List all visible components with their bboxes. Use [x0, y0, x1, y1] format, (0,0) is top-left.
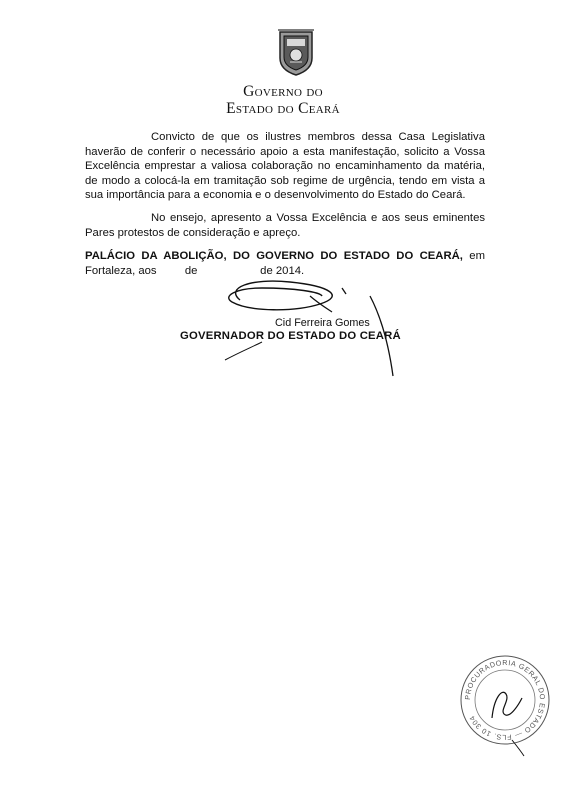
- state-title: ESTADO DO CEARÁ: [226, 100, 340, 117]
- signatory-title: GOVERNADOR DO ESTADO DO CEARÁ: [180, 330, 401, 342]
- signatory-name: Cid Ferreira Gomes: [275, 317, 370, 329]
- government-title: GOVERNO DO: [243, 83, 323, 100]
- paragraph-place-date: PALÁCIO DA ABOLIÇÃO, DO GOVERNO DO ESTADO DO CEARÁ, em Fortaleza, aos de de 2014.: [85, 250, 489, 277]
- paragraph-closing-courtesy: No ensejo, apresento a Vossa Excelência e aos seus eminentes Pares protestos de consideração e apreço.: [85, 212, 485, 239]
- paragraph-support-request: Convicto de que os ilustres membros dessa Casa Legislativa haverão de conferir o necessário apoio a esta manifestação, solicito a Vossa Excelência emprestar a valiosa colaboração no encaminhamento da matéria, de modo a colocá-la em tramitação sob regime de urgência, tendo em vista a sua importância para a economia e o desenvolvimento do Estado do Ceará.: [85, 131, 485, 202]
- attorney-general-stamp: [450, 640, 560, 760]
- svg-text:PROCURADORIA GERAL DO ESTADO —: PROCURADORIA GERAL DO ESTADO — FLS. 10 304: [462, 657, 548, 743]
